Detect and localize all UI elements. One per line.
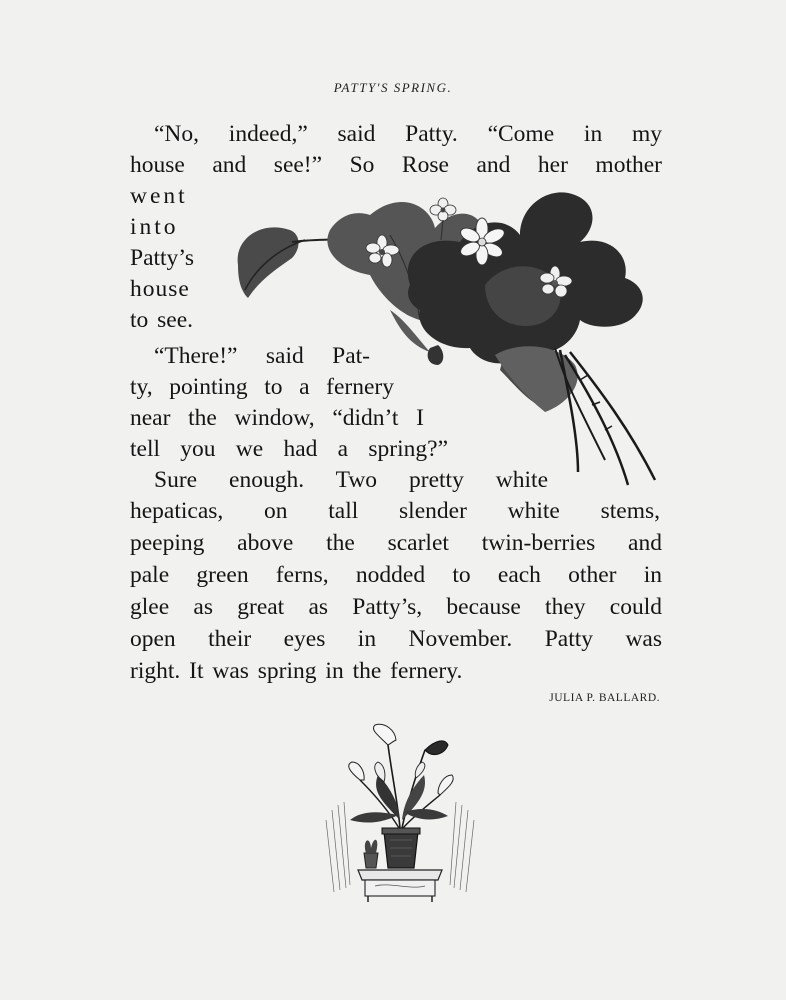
text-line-3: went	[130, 183, 188, 209]
text-line-4: into	[130, 214, 179, 240]
text-line-15: pale green ferns, nodded to each other in	[130, 562, 662, 588]
text-line-6: house	[130, 276, 190, 302]
text-line-8: “There!” said Pat-	[154, 343, 370, 369]
author-signature: JULIA P. BALLARD.	[549, 692, 660, 704]
text-line-11: tell you we had a spring?”	[130, 436, 448, 462]
text-line-9: ty, pointing to a fernery	[130, 374, 394, 400]
text-line-17: open their eyes in November. Patty was	[130, 626, 662, 652]
text-line-13: hepaticas, on tall slender white stems,	[130, 498, 660, 524]
text-line-16: glee as great as Patty’s, because they could	[130, 594, 662, 620]
potted-lily-illustration	[320, 720, 480, 905]
text-line-10: near the window, “didn’t I	[130, 405, 424, 431]
text-line-14: peeping above the scarlet twin-berries and	[130, 530, 662, 556]
running-head: PATTY'S SPRING.	[333, 80, 453, 95]
text-line-2: house and see!” So Rose and her mother	[130, 152, 662, 178]
text-line-18: right. It was spring in the fernery.	[130, 658, 463, 684]
hepatica-flowers-illustration	[230, 180, 670, 490]
text-line-12: Sure enough. Two pretty white	[154, 467, 548, 493]
text-line-7: to see.	[130, 307, 194, 333]
text-line-1: “No, indeed,” said Patty. “Come in my	[154, 121, 662, 147]
text-line-5: Patty’s	[130, 245, 194, 271]
